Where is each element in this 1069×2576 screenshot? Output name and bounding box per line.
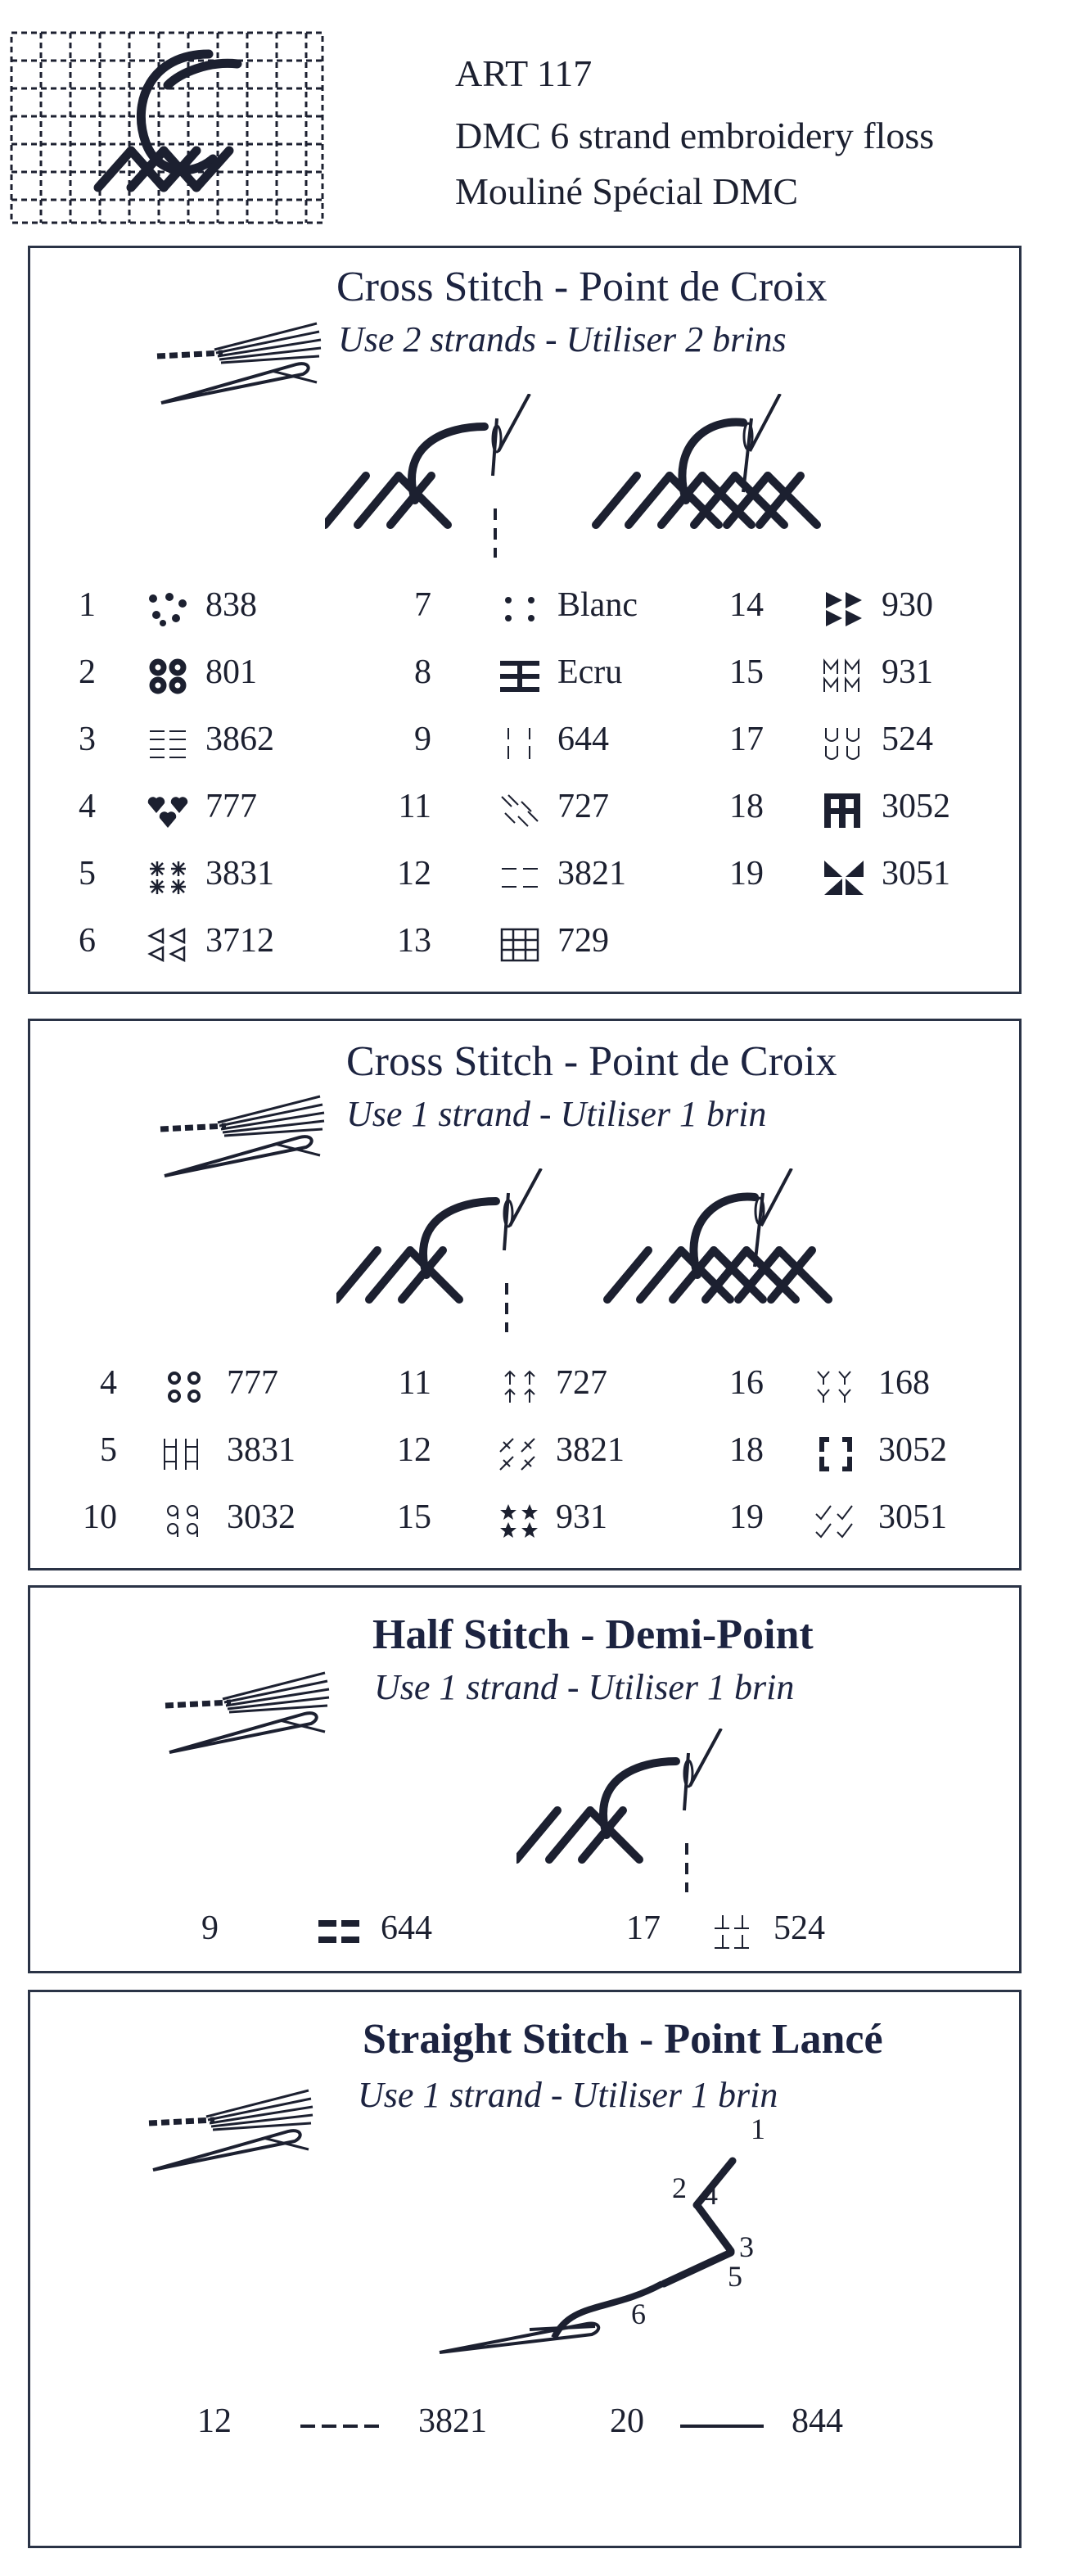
scattered-dots-icon (145, 590, 191, 628)
left-triangles-icon (145, 926, 191, 964)
solid-line-icon (677, 2407, 767, 2444)
needle-icon (145, 317, 333, 415)
panel-subtitle: Use 1 strand - Utiliser 1 brin (374, 1667, 795, 1707)
needle-icon (148, 1090, 336, 1188)
panel-title: Straight Stitch - Point Lancé (363, 2016, 883, 2063)
loops-icon (161, 1503, 207, 1540)
panel-subtitle: Use 2 strands - Utiliser 2 brins (338, 319, 787, 359)
panel-cross-stitch-1-strand: Cross Stitch - Point de Croix Use 1 strand - Utiliser 1 brin 4 777 5 3831 10 3032 11 727 12 3821 15 931 16 168 18 3052 19 3051 (28, 1019, 1022, 1570)
stars-icon (497, 1503, 543, 1540)
letter-y-icon (813, 1368, 859, 1406)
panel-straight-stitch: Straight Stitch - Point Lancé Use 1 strand - Utiliser 1 brin 1 2 4 3 5 6 12 3821 20 844 (28, 1990, 1022, 2548)
cross-stitch-diagram (325, 394, 538, 574)
step-label: 1 (751, 2113, 765, 2145)
dash-pair-icon (497, 859, 543, 897)
panel-title: Cross Stitch - Point de Croix (346, 1038, 837, 1085)
small-grid-icon (497, 926, 543, 964)
asterisks-icon (145, 859, 191, 897)
step-label: 3 (739, 2230, 754, 2263)
crossed-slashes-icon (497, 1435, 543, 1473)
dmc-logo (8, 28, 327, 229)
diagonal-ticks-icon (497, 792, 543, 829)
needle-icon (153, 1666, 341, 1765)
cross-stitch-row-diagram (603, 1168, 849, 1349)
hearts-icon (145, 792, 191, 829)
filled-rings-icon (145, 658, 191, 695)
header-floss: DMC 6 strand embroidery floss (455, 115, 935, 156)
panel-title: Half Stitch - Demi-Point (372, 1611, 814, 1658)
vertical-lines-icon (497, 725, 543, 762)
half-stitch-diagram (516, 1729, 729, 1909)
bar-grid-icon (497, 658, 543, 695)
up-arrows-icon (497, 1368, 543, 1406)
panel-half-stitch: Half Stitch - Demi-Point Use 1 strand - Utiliser 1 brin 9 644 17 524 (28, 1585, 1022, 1973)
inverted-t-icon (710, 1914, 756, 1951)
step-label: 5 (728, 2260, 742, 2293)
right-triangles-icon (821, 590, 867, 628)
straight-stitch-diagram (431, 2115, 824, 2410)
letter-m-icon (821, 658, 867, 695)
header-mouline: Mouliné Spécial DMC (455, 170, 799, 212)
bold-dashes-icon (317, 1914, 363, 1951)
panel-title: Cross Stitch - Point de Croix (336, 264, 828, 310)
h-grid-icon (161, 1435, 207, 1473)
dashed-line-icon (297, 2407, 387, 2444)
brackets-icon (813, 1435, 859, 1473)
hash-block-icon (821, 792, 867, 829)
check-marks-icon (813, 1503, 859, 1540)
panel-cross-stitch-2-strands: Cross Stitch - Point de Croix Use 2 strands - Utiliser 2 brins 1 838 2 801 3 3862 4 777 5 3831 6 3712 7 Blanc 8 Ecru 9 644 11 727 12 3821 13 729 14 930 15 931 17 524 18 3052 19 3051 (28, 246, 1022, 994)
header-art: ART 117 (455, 52, 593, 94)
step-label: 6 (631, 2298, 646, 2330)
step-label: 4 (703, 2178, 718, 2211)
cross-stitch-diagram (336, 1168, 549, 1349)
cross-stitch-row-diagram (592, 394, 837, 574)
letter-u-icon (821, 725, 867, 762)
needle-icon (137, 2084, 325, 2182)
colon-dots-icon (497, 590, 543, 628)
double-dash-icon (145, 725, 191, 762)
panel-subtitle: Use 1 strand - Utiliser 1 brin (346, 1094, 767, 1134)
panel-subtitle: Use 1 strand - Utiliser 1 brin (358, 2075, 778, 2115)
step-label: 2 (672, 2172, 687, 2204)
hourglass-icon (821, 859, 867, 897)
four-rings-icon (161, 1368, 207, 1406)
